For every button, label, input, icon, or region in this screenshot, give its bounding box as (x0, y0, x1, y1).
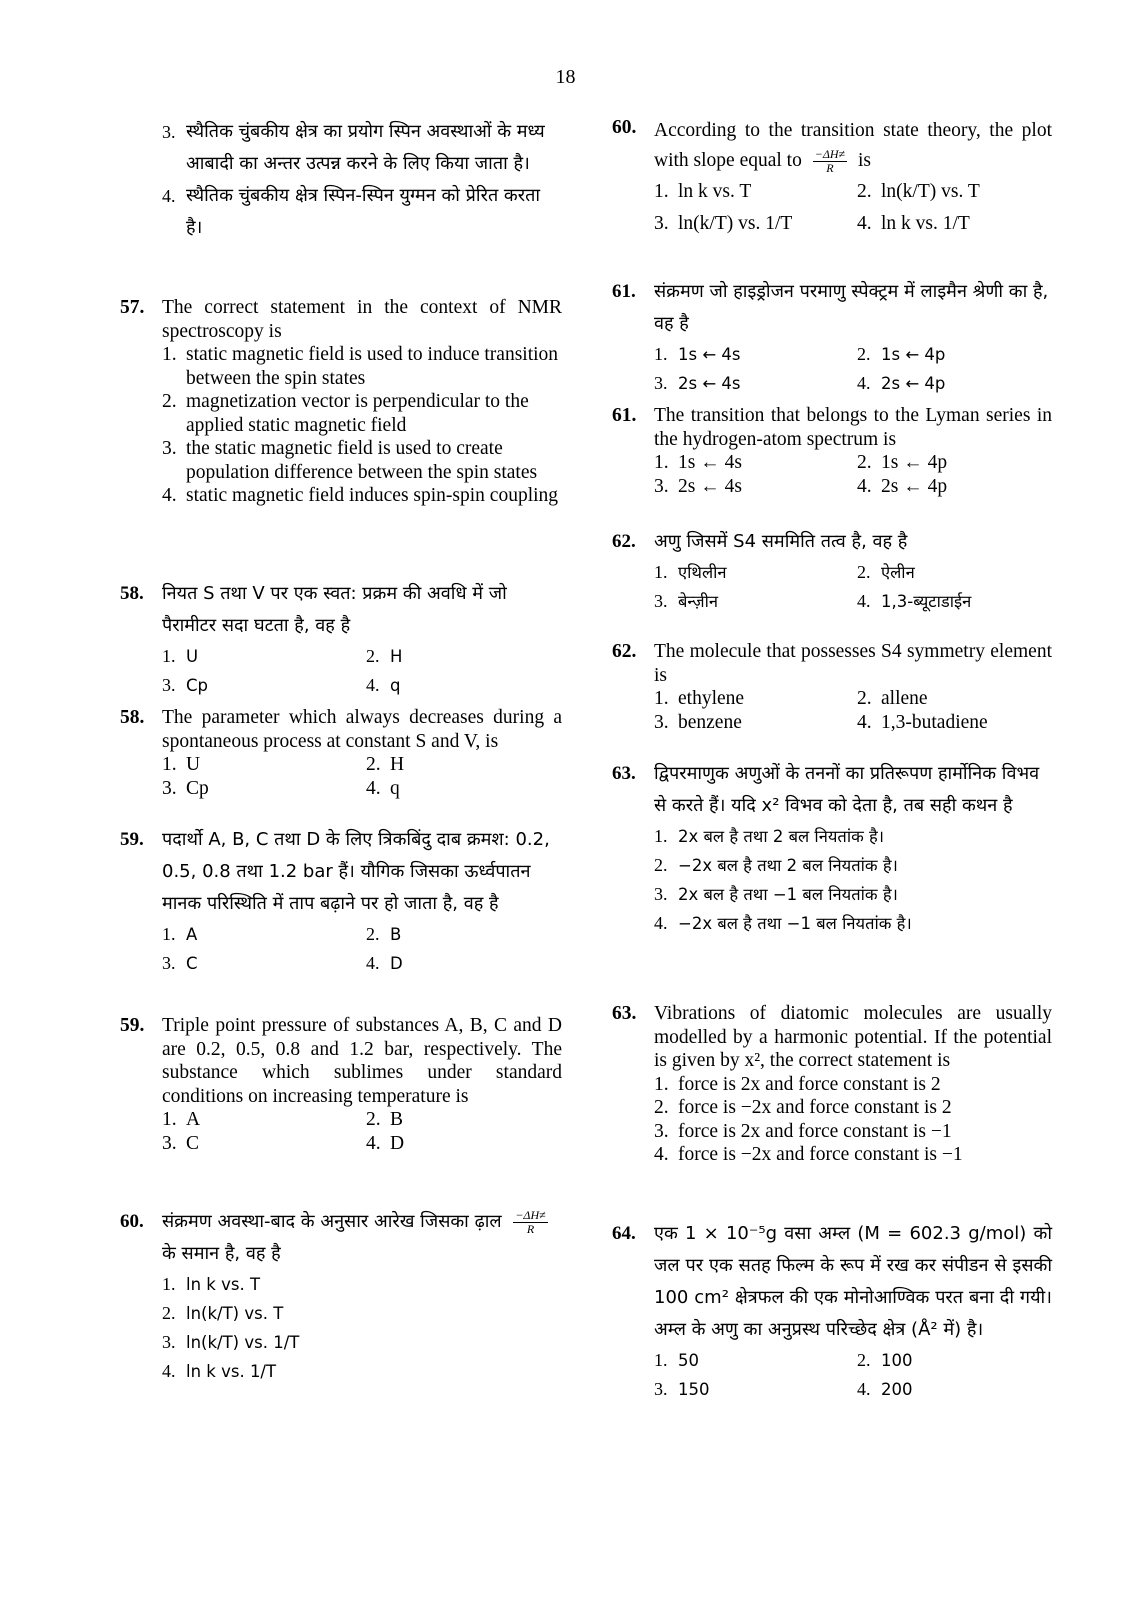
option-text: magnetization vector is perpendicular to the applied static magnetic field (186, 391, 529, 436)
option-number: 1. (654, 1350, 668, 1370)
question-60-en (612, 116, 1052, 240)
option-item (857, 1346, 1052, 1375)
option-number: 4. (366, 675, 380, 695)
question-63-en (612, 1002, 1052, 1167)
option-text: B (390, 925, 402, 944)
options (162, 753, 562, 800)
fraction-numerator: −ΔH≠ (515, 1207, 546, 1222)
option-number: 3. (654, 591, 668, 611)
question-59-en (120, 1014, 562, 1155)
option-item (654, 711, 849, 735)
option-number: 2. (654, 1097, 669, 1118)
option-number: 1. (654, 562, 668, 582)
question-64-hi (612, 1218, 1052, 1404)
option-text: 2s ← 4s (678, 475, 742, 497)
option-item (857, 687, 1052, 711)
question-61-hi (612, 276, 1052, 398)
option-text: U (186, 754, 201, 775)
slope-fraction (813, 148, 847, 175)
option-number: 3. (654, 711, 669, 733)
option-item (857, 176, 1052, 208)
option-item (366, 671, 562, 700)
option-item (654, 369, 849, 398)
option-number: 1. (162, 1274, 176, 1294)
option-item (857, 451, 1052, 475)
option-text: 2x बल है तथा 2 बल नियतांक है। (678, 827, 885, 846)
option-text: 200 (881, 1380, 913, 1399)
options (654, 451, 1052, 498)
option-text: 1s ← 4p (881, 452, 948, 473)
option-number: 1. (654, 452, 669, 473)
option-item (366, 777, 562, 801)
option-number: 2. (857, 562, 871, 582)
option-number: 2. (162, 1303, 176, 1323)
options (654, 176, 1052, 240)
option-item (654, 880, 1052, 909)
option-text: एथिलीन (678, 563, 727, 582)
option-text: D (390, 954, 403, 973)
options (654, 1346, 1052, 1404)
option-number: 2. (366, 754, 381, 775)
question-58-hi (120, 578, 562, 700)
option-number: 1. (162, 924, 176, 944)
option-text: static magnetic field induces spin-spin coupling (186, 485, 559, 506)
option-number: 4. (857, 711, 872, 733)
question-number: 58. (120, 707, 145, 728)
question-number: 62. (612, 641, 637, 662)
option-number: 3. (162, 1332, 176, 1352)
option-text: B (390, 1109, 404, 1130)
option-number: 1. (654, 344, 668, 364)
stem-text-part-2: is (858, 150, 872, 171)
option-text: Cp (186, 676, 208, 695)
option-number: 1. (654, 1073, 669, 1095)
option-text: D (390, 1132, 405, 1154)
question-62-hi (612, 526, 1052, 616)
option-number: 3. (162, 1132, 177, 1154)
option-item (654, 1375, 849, 1404)
option-item (654, 340, 849, 369)
option-text: H (390, 754, 405, 775)
option-item (857, 369, 1052, 398)
option-number: 2. (857, 181, 872, 202)
options (654, 1073, 1052, 1167)
option-item (654, 587, 849, 616)
question-number: 64. (612, 1223, 636, 1244)
option-text: ln(k/T) vs. 1/T (678, 213, 793, 234)
question-stem: द्विपरमाणुक अणुओं के तननों का प्रतिरूपण हार्मोनिक विभव से करते हैं। यदि x² विभव को देता है, तब सही कथन है (654, 763, 1040, 816)
option-text: force is 2x and force constant is −1 (678, 1120, 952, 1142)
option-item (162, 437, 562, 484)
options (162, 1108, 562, 1155)
option-text: q (390, 777, 400, 799)
question-stem (654, 116, 1052, 176)
question-number: 59. (120, 1015, 145, 1036)
option-text: force is −2x and force constant is −1 (678, 1144, 963, 1165)
option-item (366, 1108, 562, 1132)
option-text: 2s ← 4p (881, 475, 948, 497)
option-item (654, 822, 1052, 851)
option-text: −2x बल है तथा 2 बल नियतांक है। (678, 856, 898, 875)
option-number: 4. (857, 475, 872, 497)
option-text: Cp (186, 777, 209, 799)
question-58-en (120, 706, 562, 800)
option-number: 2. (857, 344, 871, 364)
option-item (654, 1096, 1052, 1120)
question-59-hi (120, 824, 562, 978)
option-number: 3. (162, 953, 176, 973)
option-number: 2. (366, 924, 380, 944)
option-number: 4. (654, 913, 668, 933)
option-item (654, 208, 849, 240)
option-text: q (390, 676, 401, 695)
options (162, 343, 562, 508)
option-number: 3. (162, 122, 176, 142)
option-text: स्थैतिक चुंबकीय क्षेत्र स्पिन-स्पिन युग्मन को प्रेरित करता है। (186, 185, 541, 238)
option-text: the static magnetic field is used to create population difference between the spin states (186, 438, 538, 483)
options (654, 558, 1052, 616)
question-number: 58. (120, 583, 144, 604)
option-text: benzene (678, 711, 742, 733)
option-item (857, 475, 1052, 499)
option-item (162, 1132, 358, 1156)
option-item (654, 475, 849, 499)
option-number: 1. (162, 754, 177, 775)
question-number: 63. (612, 763, 636, 784)
option-text: −2x बल है तथा −1 बल नियतांक है। (678, 914, 912, 933)
option-number: 3. (654, 1379, 668, 1399)
question-stem: नियत S तथा V पर एक स्वत: प्रक्रम की अवधि में जो पैरामीटर सदा घटता है, वह है (162, 583, 507, 636)
option-item (654, 1346, 849, 1375)
question-57-en (120, 296, 562, 508)
option-text: force is −2x and force constant is 2 (678, 1097, 952, 1118)
option-item (162, 116, 562, 180)
option-number: 4. (366, 953, 380, 973)
option-text: स्थैतिक चुंबकीय क्षेत्र का प्रयोग स्पिन अवस्थाओं के मध्य आबादी का अन्तर उत्पन्न करने के लिए किया जाता है। (186, 121, 545, 174)
question-number: 61. (612, 281, 636, 302)
fraction-denominator: R (526, 1221, 535, 1236)
option-text: 2s ← 4p (881, 374, 946, 393)
question-number: 60. (612, 117, 637, 138)
option-text: 100 (881, 1351, 913, 1370)
question-stem (162, 1206, 562, 1270)
option-text: ln(k/T) vs. T (186, 1304, 284, 1323)
option-text: ln(k/T) vs. 1/T (186, 1333, 300, 1352)
question-stem: The correct statement in the context of NMR spectroscopy is (162, 297, 562, 342)
stem-text-part-1: संक्रमण अवस्था-बाद के अनुसार आरेख जिसका ढ़ाल (162, 1211, 502, 1232)
option-item (654, 851, 1052, 880)
option-text: allene (881, 688, 928, 709)
option-text: 150 (678, 1380, 710, 1399)
option-item (366, 1132, 562, 1156)
option-text: A (186, 1109, 201, 1130)
option-number: 3. (654, 884, 668, 904)
option-number: 2. (654, 855, 668, 875)
option-item (162, 671, 358, 700)
question-stem: Triple point pressure of substances A, B, C and D are 0.2, 0.5, 0.8 and 1.2 bar, respectively. The substance which sublimes under standard conditions on increasing temperature is (162, 1015, 562, 1107)
option-item (162, 180, 562, 244)
stem-text-part-1: According to the transition state theory, the plot with slope equal to (654, 120, 1052, 171)
question-stem: अणु जिसमें S4 सममिति तत्व है, वह है (654, 531, 908, 552)
option-number: 2. (857, 1350, 871, 1370)
option-number: 4. (654, 1144, 669, 1165)
option-text: 1s ← 4s (678, 345, 741, 364)
option-number: 1. (162, 344, 177, 365)
option-text: ln(k/T) vs. T (881, 181, 980, 202)
options (162, 642, 562, 700)
question-number: 60. (120, 1211, 144, 1232)
options (654, 687, 1052, 734)
option-text: बेन्ज़ीन (678, 592, 719, 611)
option-number: 1. (654, 181, 669, 202)
option-number: 4. (162, 485, 177, 506)
question-63-hi (612, 758, 1052, 938)
option-text: ln k vs. T (678, 181, 752, 202)
page-number: 18 (555, 66, 576, 88)
question-stem: एक 1 × 10⁻⁵g वसा अम्ल (M = 602.3 g/mol) को जल पर एक सतह फिल्म के रूप में रख कर संपीडन से इसकी 100 cm² क्षेत्रफल की एक मोनोआण्विक परत बना दी गयी। अम्ल के अणु का अनुप्रस्थ परिच्छेद क्षेत्र (Å² में) है। (654, 1223, 1052, 1340)
option-number: 4. (162, 186, 176, 206)
option-item (654, 176, 849, 208)
question-61-en (612, 404, 1052, 498)
option-number: 3. (162, 438, 177, 459)
option-item (857, 1375, 1052, 1404)
fraction-numerator: −ΔH≠ (814, 147, 846, 162)
question-stem: संक्रमण जो हाइड्रोजन परमाणु स्पेक्ट्रम में लाइमैन श्रेणी का है, वह है (654, 281, 1049, 334)
option-item (162, 777, 358, 801)
question-stem: The parameter which always decreases during a spontaneous process at constant S and V, is (162, 707, 562, 752)
option-item (654, 1143, 1052, 1167)
question-stem: Vibrations of diatomic molecules are usually modelled by a harmonic potential. If the potential is given by x², the correct statement is (654, 1003, 1052, 1071)
option-text: A (186, 925, 198, 944)
option-item (162, 1357, 562, 1386)
option-number: 3. (162, 675, 176, 695)
option-number: 3. (162, 777, 177, 799)
option-item (654, 558, 849, 587)
option-number: 4. (366, 777, 381, 799)
option-item (857, 587, 1052, 616)
option-text: 1s ← 4p (881, 345, 946, 364)
option-item (162, 343, 562, 390)
option-number: 1. (162, 1109, 177, 1130)
option-item (162, 949, 358, 978)
option-item (654, 451, 849, 475)
option-text: 2x बल है तथा −1 बल नियतांक है। (678, 885, 898, 904)
option-number: 4. (162, 1361, 176, 1381)
option-item (162, 753, 358, 777)
option-text: 50 (678, 1351, 699, 1370)
fraction-denominator: R (826, 161, 834, 176)
option-number: 3. (654, 373, 668, 393)
option-text: force is 2x and force constant is 2 (678, 1073, 941, 1095)
option-item (654, 1073, 1052, 1097)
question-number: 57. (120, 297, 145, 318)
option-number: 2. (162, 391, 177, 412)
option-number: 2. (857, 452, 872, 473)
option-item (162, 920, 358, 949)
options (162, 920, 562, 978)
option-item (366, 920, 562, 949)
option-item (162, 642, 358, 671)
option-number: 1. (162, 646, 176, 666)
option-number: 4. (366, 1132, 381, 1154)
option-text: U (186, 647, 199, 666)
option-number: 4. (857, 1379, 871, 1399)
option-item (857, 558, 1052, 587)
option-text: ऐलीन (881, 563, 915, 582)
option-item (654, 909, 1052, 938)
option-number: 2. (857, 688, 872, 709)
option-item (162, 1108, 358, 1132)
option-item (162, 1270, 562, 1299)
option-item (162, 1328, 562, 1357)
question-stem: The transition that belongs to the Lyman series in the hydrogen-atom spectrum is (654, 405, 1052, 450)
option-item (366, 753, 562, 777)
option-number: 1. (654, 688, 669, 709)
option-number: 2. (366, 1109, 381, 1130)
option-item (857, 208, 1052, 240)
option-item (654, 1120, 1052, 1144)
stem-text-part-2: के समान है, वह है (162, 1243, 281, 1264)
option-item (366, 642, 562, 671)
option-item (162, 1299, 562, 1328)
option-item (366, 949, 562, 978)
option-number: 1. (654, 826, 668, 846)
option-item (162, 390, 562, 437)
question-60-hi (120, 1206, 562, 1386)
option-text: 1,3-butadiene (881, 711, 988, 733)
question-56-continuation (120, 116, 562, 244)
option-text: ln k vs. 1/T (186, 1362, 277, 1381)
option-item (857, 711, 1052, 735)
option-text: 2s ← 4s (678, 374, 741, 393)
options (162, 1270, 562, 1386)
question-number: 59. (120, 829, 144, 850)
option-number: 3. (654, 475, 669, 497)
question-62-en (612, 640, 1052, 734)
question-stem: The molecule that possesses S4 symmetry element is (654, 641, 1052, 686)
options (654, 340, 1052, 398)
option-text: 1s ← 4s (678, 452, 742, 473)
question-number: 61. (612, 405, 637, 426)
option-text: H (390, 647, 403, 666)
option-text: 1,3-ब्यूटाडाईन (881, 592, 972, 611)
option-text: ln k vs. 1/T (881, 213, 970, 234)
option-number: 4. (857, 373, 871, 393)
option-number: 4. (857, 213, 872, 234)
option-item (654, 687, 849, 711)
option-number: 3. (654, 213, 669, 234)
option-number: 2. (366, 646, 380, 666)
slope-fraction (513, 1209, 547, 1236)
option-item (162, 484, 562, 508)
option-text: ln k vs. T (186, 1275, 261, 1294)
option-number: 4. (857, 591, 871, 611)
option-text: ethylene (678, 688, 745, 709)
options (654, 822, 1052, 938)
option-text: static magnetic field is used to induce transition between the spin states (186, 344, 559, 389)
question-number: 62. (612, 531, 636, 552)
option-text: C (186, 1132, 200, 1154)
option-number: 3. (654, 1120, 669, 1142)
question-number: 63. (612, 1003, 637, 1024)
option-text: C (186, 954, 198, 973)
question-stem: पदार्थो A, B, C तथा D के लिए त्रिकबिंदु दाब क्रमश: 0.2, 0.5, 0.8 तथा 1.2 bar हैं। यौगिक जिसका ऊर्ध्वपातन मानक परिस्थिति में ताप बढ़ाने पर हो जाता है, वह है (162, 829, 550, 914)
option-item (857, 340, 1052, 369)
